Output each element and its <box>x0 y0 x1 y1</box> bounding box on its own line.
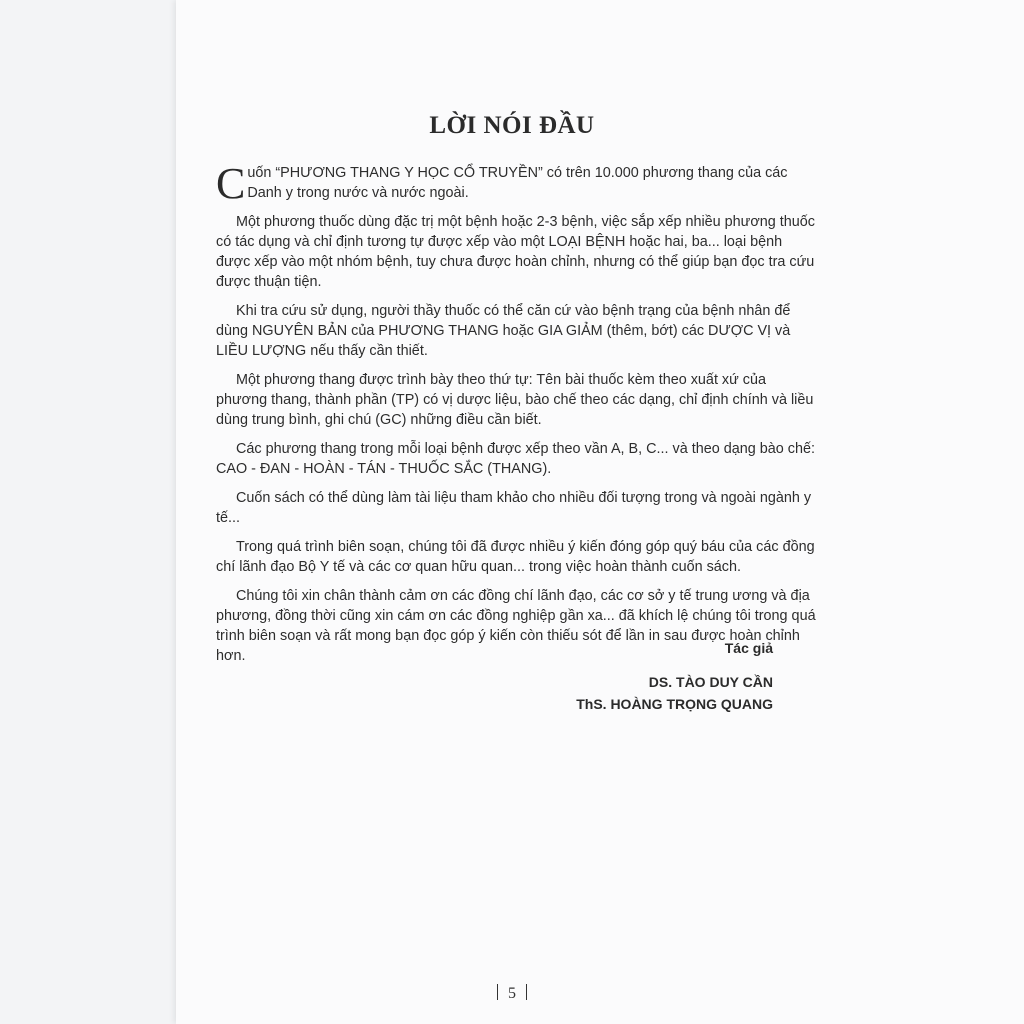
page-number-right-bar <box>526 984 527 1000</box>
paragraph: Chúng tôi xin chân thành cảm ơn các đồng chí lãnh đạo, các cơ sở y tế trung ương và địa phương, đồng thời cũng xin cám ơn các đồng nghiệp gần xa... đã khích lệ chúng tôi trong quá trình biên soạn và rất mong bạn đọc góp ý kiến còn thiếu sót để lần in sau được hoàn chỉnh hơn. <box>216 588 816 664</box>
page-number-left-bar <box>497 984 498 1000</box>
page-number-value: 5 <box>508 985 516 1002</box>
paragraph: Một phương thang được trình bày theo thứ tự: Tên bài thuốc kèm theo xuất xứ của phương thang, thành phần (TP) có vị dược liệu, bào chế theo các dạng, chỉ định chính và liều dùng trung bình, ghi chú (GC) những điều cần biết. <box>216 372 814 428</box>
author-1: DS. TÀO DUY CẦN <box>648 674 773 690</box>
author-2: ThS. HOÀNG TRỌNG QUANG <box>576 696 773 712</box>
intro-paragraph <box>216 159 816 208</box>
signature-label: Tác giả <box>724 640 773 656</box>
page-title: LỜI NÓI ĐẦU <box>429 112 595 139</box>
paragraph: Khi tra cứu sử dụng, người thầy thuốc có thể căn cứ vào bệnh trạng của bệnh nhân để dùng NGUYÊN BẢN của PHƯƠNG THANG hoặc GIA GIẢM (thêm, bớt) các DƯỢC VỊ và LIỀU LƯỢNG nếu thấy cần thiết. <box>216 303 791 359</box>
intro-text: uốn “PHƯƠNG THANG Y HỌC CỔ TRUYỀN” có trên 10.000 phương thang của các Danh y trong nước và nước ngoài. <box>247 165 788 201</box>
paragraph: Các phương thang trong mỗi loại bệnh được xếp theo vần A, B, C... và theo dạng bào chế: CAO - ĐAN - HOÀN - TÁN - THUỐC SẮC (THANG). <box>216 441 815 477</box>
drop-cap: C <box>216 159 246 208</box>
paragraph: Trong quá trình biên soạn, chúng tôi đã được nhiều ý kiến đóng góp quý báu của các đồng chí lãnh đạo Bộ Y tế và các cơ quan hữu quan... trong việc hoàn thành cuốn sách. <box>216 539 815 575</box>
paragraph: Cuốn sách có thể dùng làm tài liệu tham khảo cho nhiều đối tượng trong và ngoài ngành y tế... <box>216 490 812 526</box>
page-number <box>0 984 1024 1003</box>
preface-body <box>216 159 816 675</box>
paragraph: Một phương thuốc dùng đặc trị một bệnh hoặc 2-3 bệnh, việc sắp xếp nhiều phương thuốc có tác dụng và chỉ định tương tự được xếp vào một LOẠI BỆNH hoặc hai, ba... loại bệnh được xếp vào một nhóm bệnh, tuy chưa được hoàn chỉnh, nhưng có thể giúp bạn đọc tra cứu được thuận tiện. <box>216 214 815 290</box>
